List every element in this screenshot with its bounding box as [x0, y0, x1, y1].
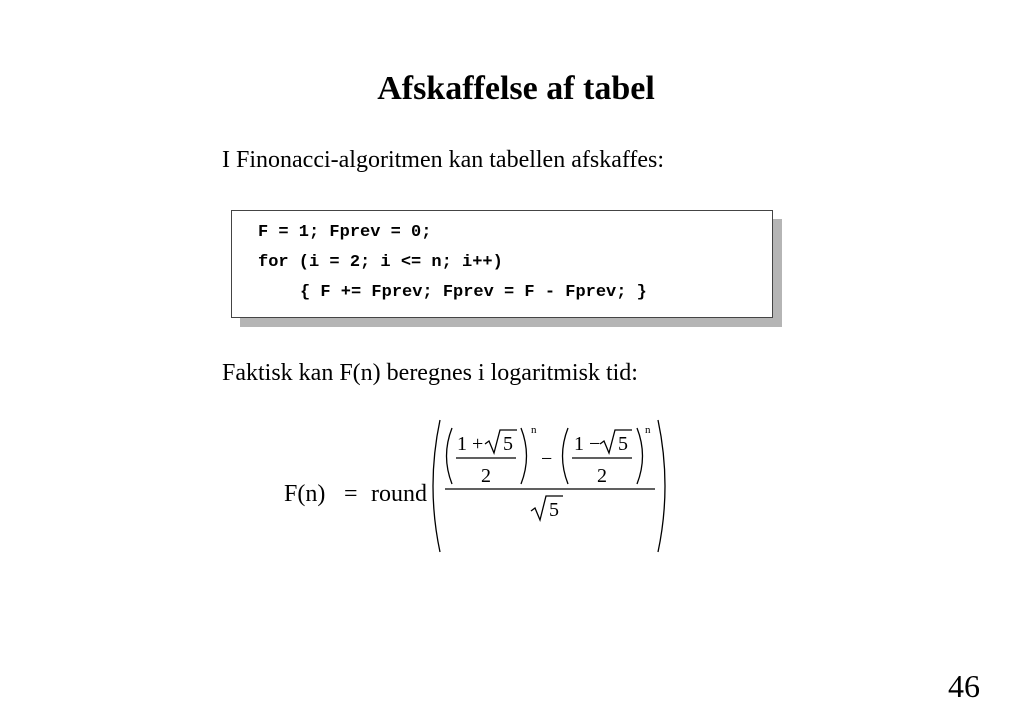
formula-round: round — [371, 481, 427, 507]
outer-left-paren — [433, 420, 440, 552]
code-line-2: for (i = 2; i <= n; i++) — [258, 253, 503, 272]
frac1-exponent: n — [531, 424, 537, 436]
frac2-numerator-lead: 1 − — [574, 433, 601, 455]
slide-title: Afskaffelse af tabel — [377, 70, 655, 107]
code-line-3: { F += Fprev; Fprev = F - Fprev; } — [300, 283, 647, 302]
formula-equals: = — [344, 481, 358, 507]
faktisk-text: Faktisk kan F(n) beregnes i logaritmisk tid: — [222, 360, 638, 386]
frac2-left-paren — [563, 428, 569, 484]
code-line-1: F = 1; Fprev = 0; — [258, 223, 432, 242]
outer-denominator-arg: 5 — [549, 499, 559, 521]
frac1-sqrt-arg: 5 — [503, 433, 513, 455]
formula-minus: − — [541, 448, 553, 470]
frac1-left-paren — [447, 428, 453, 484]
frac1-numerator-lead: 1 + — [457, 433, 484, 455]
frac2-exponent: n — [645, 424, 651, 436]
outer-right-paren — [658, 420, 665, 552]
frac1-right-paren — [521, 428, 527, 484]
page-number: 46 — [948, 668, 980, 704]
frac2-right-paren — [637, 428, 643, 484]
frac2-sqrt-arg: 5 — [618, 433, 628, 455]
formula-lhs: F(n) — [284, 481, 326, 507]
frac1-denominator: 2 — [481, 465, 491, 487]
intro-text: I Finonacci-algoritmen kan tabellen afskaffes: — [222, 147, 665, 173]
frac2-denominator: 2 — [597, 465, 607, 487]
